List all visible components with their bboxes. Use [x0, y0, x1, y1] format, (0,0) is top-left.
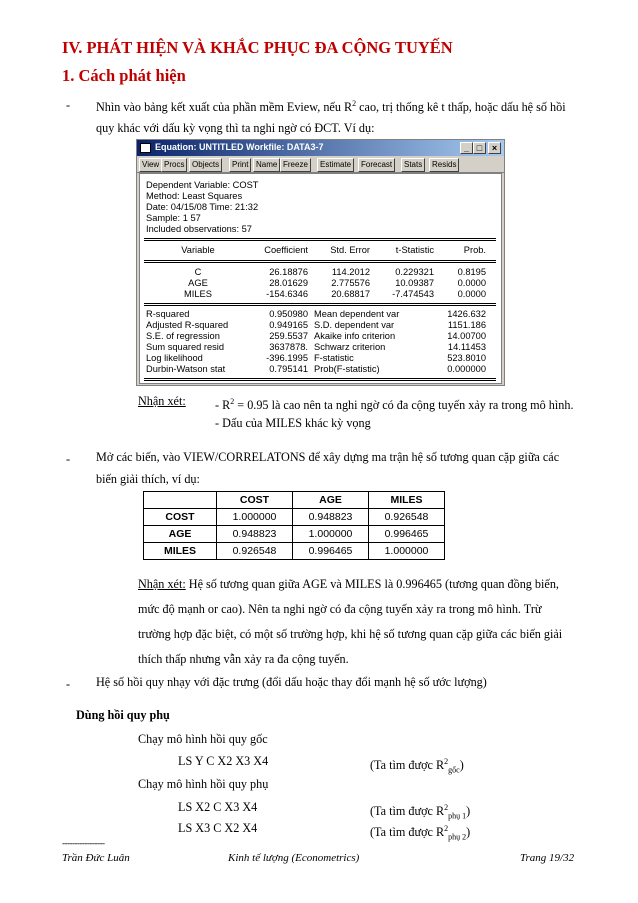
- aux-note: (Ta tìm được $R^2_{phụ 1}$): [370, 803, 471, 821]
- stat-label: Akaike info criterion: [314, 331, 396, 341]
- stat-label: F-statistic: [314, 353, 354, 363]
- table-rule: [144, 380, 496, 381]
- eviews-toolbar: [137, 157, 504, 173]
- stat-value: 0.795141: [269, 364, 308, 374]
- subsection-title: 1. Cách phát hiện: [62, 66, 186, 85]
- table-rule: [144, 238, 496, 239]
- table-cell: 1.000000: [217, 509, 293, 526]
- output-header-line: Included observations: 57: [146, 224, 252, 234]
- remark1-line1: - $R^2 = 0.95$ là cao nên ta nghi ngờ có đa cộng tuyến xảy ra trong mô hình.: [215, 397, 574, 413]
- correlation-table: [143, 491, 445, 560]
- col-header-std-error: Std. Error: [330, 245, 370, 255]
- stat-value: 0.949165: [269, 320, 308, 330]
- stat-label: Sum squared resid: [146, 342, 225, 352]
- col-header-variable: Variable: [181, 245, 215, 255]
- stat-label: Prob(F-statistic): [314, 364, 380, 374]
- row-header-cell: COST: [144, 509, 217, 526]
- aux-command: LS X3 C X2 X4: [178, 821, 258, 835]
- stat-label: Durbin-Watson stat: [146, 364, 226, 374]
- section-title: IV. PHÁT HIỆN VÀ KHẮC PHỤC ĐA CỘNG TUYẾN: [62, 38, 453, 57]
- stat-value: 1426.632: [447, 309, 486, 319]
- table-header-cell: MILES: [369, 492, 445, 509]
- stat-value: -396.1995: [266, 353, 308, 363]
- table-rule: [144, 378, 496, 379]
- row-variable: C: [194, 267, 202, 277]
- stat-value: 3637878.: [269, 342, 308, 352]
- remark1-line2: - Dấu của MILES khác kỳ vọng: [215, 416, 371, 430]
- remark2-line1: Nhận xét: Hệ số tương quan giữa AGE và MILES là 0.996465 (tương quan đồng biến,: [138, 577, 559, 591]
- output-header-line: Method: Least Squares: [146, 191, 243, 201]
- row-variable: AGE: [188, 278, 208, 288]
- toolbar-resids-button[interactable]: Resids: [429, 158, 459, 172]
- toolbar-estimate-button[interactable]: Estimate: [317, 158, 354, 172]
- table-header-cell: [144, 492, 217, 509]
- bullet-dash: -: [66, 677, 71, 691]
- stat-value: 14.00700: [447, 331, 486, 341]
- row-header-cell: MILES: [144, 543, 217, 560]
- stat-value: 14.11453: [447, 342, 486, 352]
- table-cell: 0.996465: [293, 543, 369, 560]
- toolbar-view-button[interactable]: View: [139, 158, 162, 172]
- stat-value: 523.8010: [447, 353, 486, 363]
- table-rule: [144, 305, 496, 306]
- table-header-row: [144, 492, 445, 509]
- col-header-coefficient: Coefficient: [264, 245, 308, 255]
- stat-label: Log likelihood: [146, 353, 203, 363]
- col-header-t-statistic: t-Statistic: [395, 245, 434, 255]
- aux-note: (Ta tìm được $R^2_{gốc}$): [370, 757, 464, 775]
- stat-value: 0.000000: [447, 364, 486, 374]
- remark2-line4: thích thấp nhưng vẫn xảy ra đa cộng tuyến.: [138, 652, 349, 666]
- stat-label: Mean dependent var: [314, 309, 400, 319]
- bullet-dash: -: [66, 452, 71, 466]
- row-t-statistic: 10.09387: [395, 278, 434, 288]
- row-variable: MILES: [184, 289, 212, 299]
- table-row: [144, 543, 445, 560]
- remark2-line2: mức độ mạnh or cao). Nên ta nghi ngờ có đa cộng tuyến xảy ra trong mô hình. Trừ: [138, 602, 542, 616]
- bullet1-line2: quy khác với dấu kỳ vọng thì ta nghi ngờ có ĐCT. Ví dụ:: [96, 121, 375, 135]
- minimize-button[interactable]: _: [460, 142, 473, 154]
- row-prob: 0.0000: [457, 289, 486, 299]
- toolbar-stats-button[interactable]: Stats: [401, 158, 425, 172]
- stat-value: 1151.186: [447, 320, 486, 330]
- toolbar-forecast-button[interactable]: Forecast: [358, 158, 395, 172]
- row-prob: 0.0000: [457, 278, 486, 288]
- table-cell: 1.000000: [369, 543, 445, 560]
- aux-heading: Dùng hồi quy phụ: [76, 708, 170, 722]
- table-cell: 0.996465: [369, 526, 445, 543]
- remark1-label: Nhận xét:: [138, 394, 186, 408]
- eviews-app-icon: [140, 143, 151, 153]
- table-cell: 0.926548: [369, 509, 445, 526]
- table-row: [144, 526, 445, 543]
- window-title: Equation: UNTITLED Workfile: DATA3-7: [155, 142, 324, 152]
- table-header-cell: COST: [217, 492, 293, 509]
- row-coefficient: 26.18876: [269, 267, 308, 277]
- footer-page-number: Trang 19/32: [520, 852, 575, 864]
- row-header-cell: AGE: [144, 526, 217, 543]
- output-header-line: Date: 04/15/08 Time: 21:32: [146, 202, 259, 212]
- stat-label: Schwarz criterion: [314, 342, 386, 352]
- window-titlebar[interactable]: [137, 140, 504, 156]
- bullet3-line: Hệ số hồi quy nhạy với đặc trưng (đổi dấu hoặc thay đổi mạnh hệ số ước lượng): [96, 675, 487, 689]
- col-header-prob: Prob.: [463, 245, 486, 255]
- row-std-error: 2.775576: [331, 278, 370, 288]
- table-rule: [144, 262, 496, 263]
- stat-label: Adjusted R-squared: [146, 320, 229, 330]
- toolbar-print-button[interactable]: Print: [229, 158, 251, 172]
- bullet2-line1: Mở các biến, vào VIEW/CORRELATONS để xây dựng ma trận hệ số tương quan cặp giữa các: [96, 450, 560, 464]
- stat-value: 0.950980: [269, 309, 308, 319]
- row-coefficient: -154.6346: [266, 289, 308, 299]
- stat-label: R-squared: [146, 309, 190, 319]
- table-cell: 0.948823: [217, 526, 293, 543]
- row-t-statistic: 0.229321: [395, 267, 434, 277]
- output-pane: [139, 173, 502, 384]
- footer-rule: -----------------: [62, 838, 105, 848]
- row-coefficient: 28.01629: [269, 278, 308, 288]
- table-cell: 0.948823: [293, 509, 369, 526]
- bullet2-line2: biến giải thích, ví dụ:: [96, 472, 200, 486]
- table-row: [144, 509, 445, 526]
- output-header-line: Dependent Variable: COST: [146, 180, 259, 190]
- aux-command: LS Y C X2 X3 X4: [178, 754, 269, 768]
- toolbar-procs-button[interactable]: Procs: [161, 158, 187, 172]
- table-header-cell: AGE: [293, 492, 369, 509]
- table-rule: [144, 240, 496, 241]
- row-std-error: 20.68817: [331, 289, 370, 299]
- footer-author: Trần Đức Luân: [62, 852, 130, 864]
- aux-run-original: Chạy mô hình hồi quy gốc: [138, 732, 268, 746]
- aux-note: (Ta tìm được $R^2_{phụ 2}$): [370, 824, 471, 842]
- row-t-statistic: -7.474543: [392, 289, 434, 299]
- maximize-button[interactable]: □: [473, 142, 486, 154]
- bullet1-line1: Nhìn vào bảng kết xuất của phần mềm Eview, nếu $R^2$ cao, trị thống kê t thấp, hoặc dấu hệ số hồi: [96, 99, 566, 115]
- toolbar-objects-button[interactable]: Objects: [189, 158, 222, 172]
- stat-label: S.D. dependent var: [314, 320, 395, 330]
- table-cell: 1.000000: [293, 526, 369, 543]
- table-rule: [144, 303, 496, 304]
- aux-run-aux: Chạy mô hình hồi quy phụ: [138, 777, 269, 791]
- toolbar-freeze-button[interactable]: Freeze: [280, 158, 311, 172]
- output-header-line: Sample: 1 57: [146, 213, 201, 223]
- toolbar-name-button[interactable]: Name: [253, 158, 280, 172]
- bullet-dash: -: [66, 98, 71, 112]
- table-rule: [144, 260, 496, 261]
- eviews-window: [136, 139, 505, 386]
- stat-label: S.E. of regression: [146, 331, 220, 341]
- table-cell: 0.926548: [217, 543, 293, 560]
- stat-value: 259.5537: [269, 331, 308, 341]
- footer-course: Kinh tế lượng (Econometrics): [228, 852, 360, 864]
- remark2-line3: trường hợp đặc biệt, có một số trường hợp, khi hệ số tương quan cặp giữa các biến giải: [138, 627, 563, 641]
- row-std-error: 114.2012: [331, 267, 370, 277]
- close-button[interactable]: ×: [488, 142, 501, 154]
- remark2-label: Nhận xét:: [138, 577, 186, 591]
- aux-command: LS X2 C X3 X4: [178, 800, 258, 814]
- row-prob: 0.8195: [457, 267, 486, 277]
